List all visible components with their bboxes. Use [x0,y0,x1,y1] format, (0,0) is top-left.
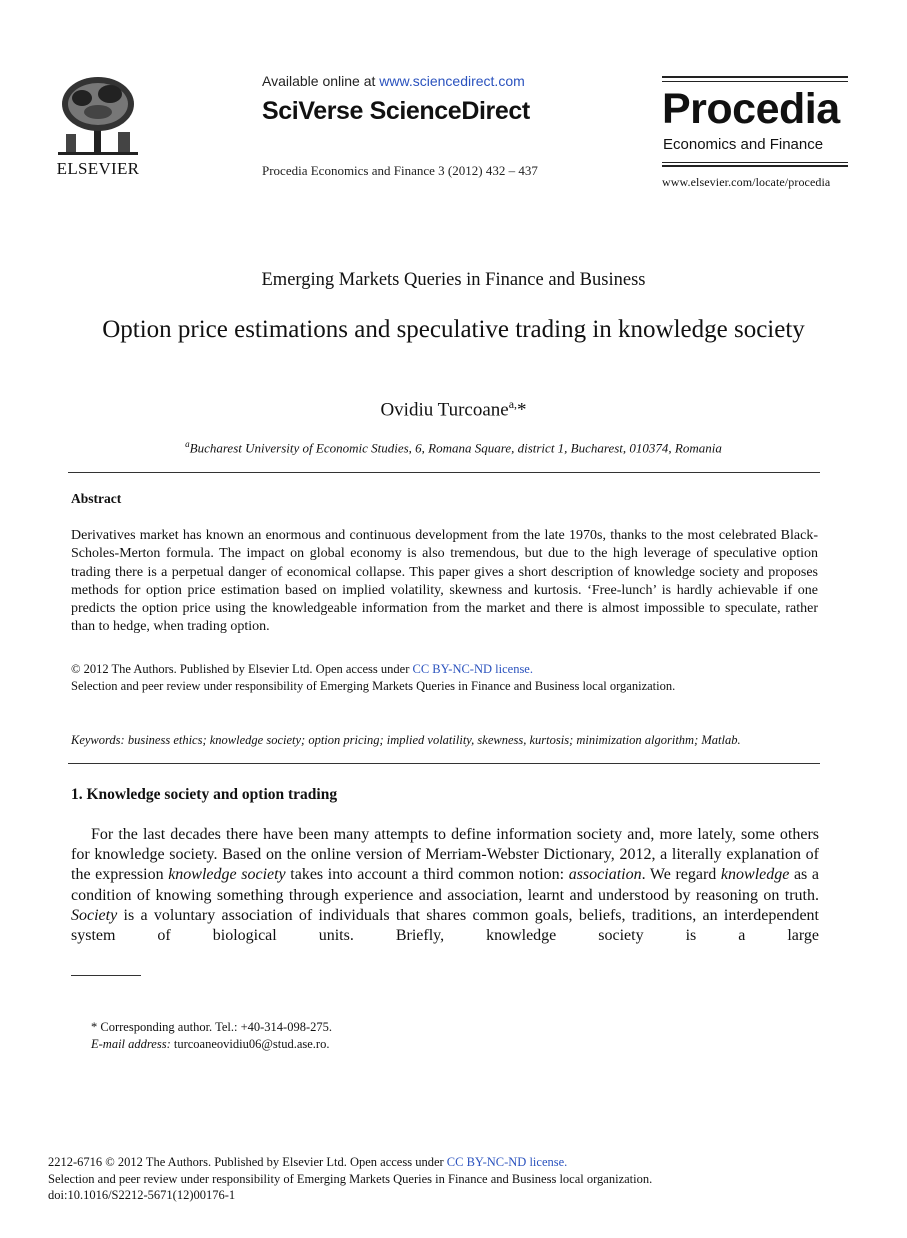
divider-top [68,472,820,473]
conference-name: Emerging Markets Queries in Finance and Business [261,270,646,290]
procedia-brand: Procedia [662,85,840,133]
footer-license-link[interactable]: CC BY-NC-ND license. [446,1155,568,1169]
journal-citation: Procedia Economics and Finance 3 (2012) 432 – 437 [262,163,538,178]
page-footer: 2212-6716 © 2012 The Authors. Published by Elsevier Ltd. Open access under CC BY-NC-ND license. Selection and peer review under responsibility of Emerging Markets Queries in Finance and Business local organization. doi:10.1016/S2212-5671(12)00176-1 [48,1154,868,1204]
email-address[interactable]: turcoaneovidiu06@stud.ase.ro. [170,1036,330,1051]
author-line [0,397,907,421]
keywords: Keywords: business ethics; knowledge society; option pricing; implied volatility, skewness, kurtosis; minimization algorithm; Matlab. [71,733,741,747]
divider-bottom [68,763,820,764]
abstract-body: Derivatives market has known an enormous and continuous development from the late 1970s, thanks to the most celebrated Black-Scholes-Merton formula. The impact on global economy is also tremendous, but due to the high leverage of speculative option trading there is a perpetual danger of economical collapse. This paper gives a short description of knowledge society and proposes methods for option price estimation based on implied volatility, skewness and kurtosis. ‘Free-lunch’ is hardly achievable if one predicts the option price using the knowledgeable information from the market and there is almost impossible to speculate, rather than to hedge, when trading option. [71,528,818,635]
procedia-subtitle: Economics and Finance [663,136,824,153]
affiliation: $^a$Bucharest University of Economic Studies, 6, Romana Square, district 1, Bucharest, 010374, Romania [185,439,722,456]
section-heading: 1. Knowledge society and option trading [71,786,338,803]
abstract-copyright: © 2012 The Authors. Published by Elsevier Ltd. Open access under CC BY-NC-ND license. Selection and peer review under responsibility of Emerging Markets Queries in Finance and Business local organization. [71,661,831,694]
procedia-logo [662,76,848,188]
license-link[interactable]: CC BY-NC-ND license. [412,662,533,676]
sciverse-sciencedirect-logo: SciVerse ScienceDirect [262,97,530,125]
footnote [91,1019,332,1052]
section-paragraph: For the last decades there have been many attempts to define information society and, more lately, some others for knowledge society. Based on the online version of Merriam-Webster Dictionary, 2012, a literally explanation of the expression knowledge society takes into account a third common notion: association. We regard knowledge as a condition of knowing something through experience and association, learnt and understood by reasoning on truth. Society is a voluntary association of individuals that shares common goals, beliefs, traditions, an interdependent system of biological units. Briefly, knowledge society is a large [71,826,819,945]
email-label: E-mail address: [91,1036,171,1051]
doi[interactable]: doi:10.1016/S2212-5671(12)00176-1 [48,1188,236,1202]
corresponding-author: * Corresponding author. Tel.: +40-314-098-275. [91,1020,332,1034]
paper-title: Option price estimations and speculative trading in knowledge society [102,316,805,343]
author-corresponding-mark: * [517,399,527,421]
elsevier-wordmark: ELSEVIER [56,159,140,178]
peer-review-note: Selection and peer review under responsibility of Emerging Markets Queries in Finance and Business local organization. [71,678,676,693]
author-affiliation-mark: a, [508,397,518,411]
footnote-rule [71,975,141,976]
sciencedirect-link[interactable]: www.sciencedirect.com [379,73,525,89]
available-online-line: Available online at www.sciencedirect.com [262,73,525,89]
footer-peer-review: Selection and peer review under responsibility of Emerging Markets Queries in Finance and Business local organization. [48,1171,653,1186]
author-name: Ovidiu Turcoane [380,399,509,421]
abstract-heading: Abstract [71,491,122,506]
journal-url[interactable]: www.elsevier.com/locate/procedia [662,175,831,189]
